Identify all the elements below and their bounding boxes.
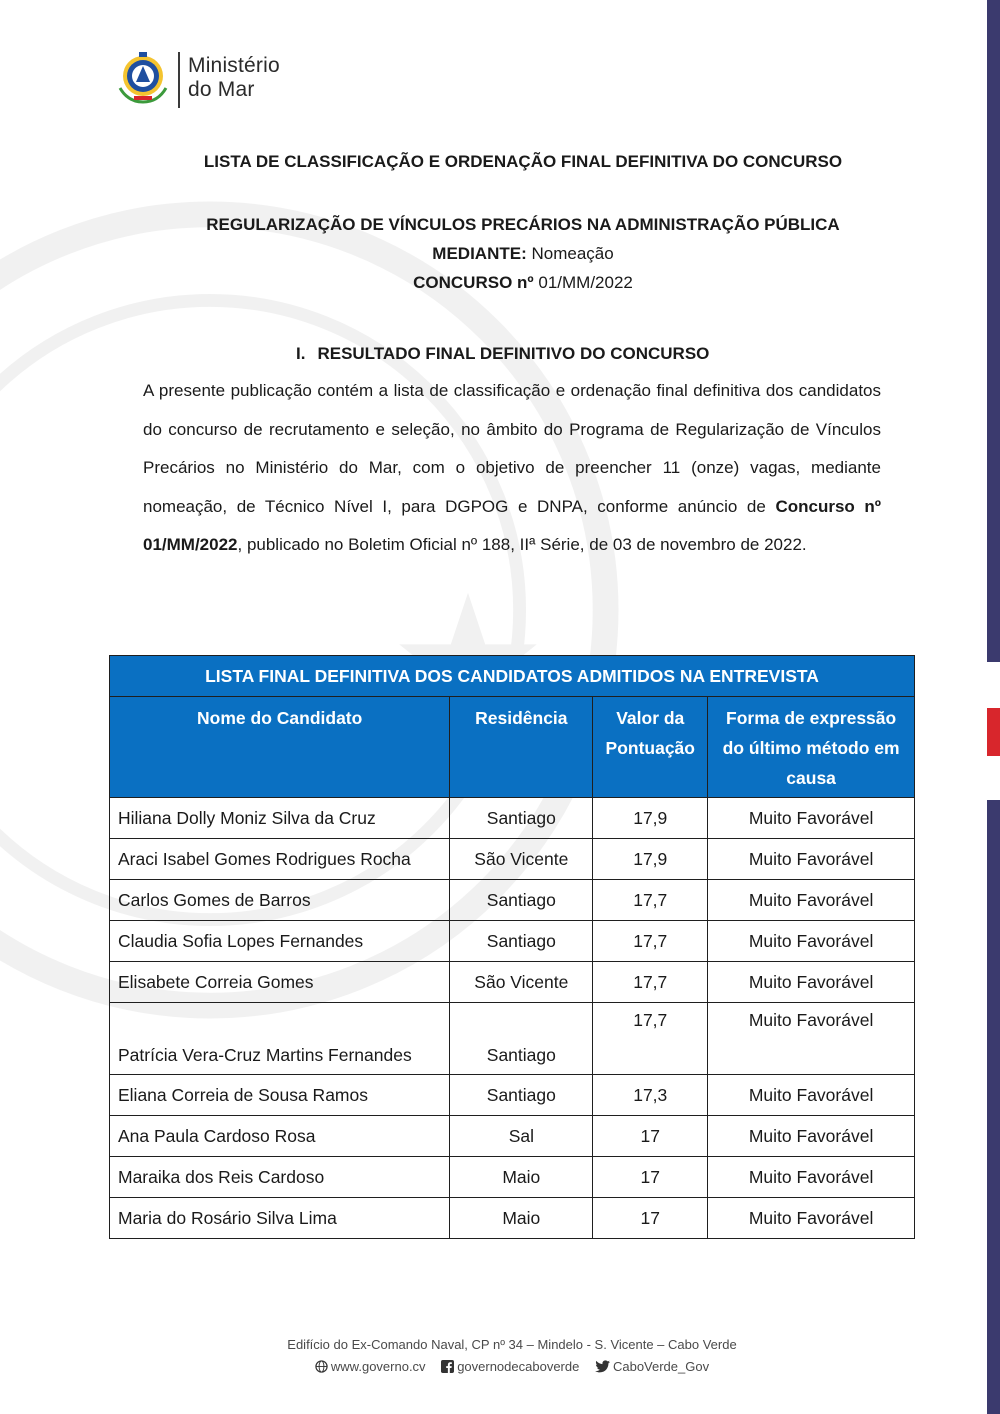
footer-twitter-text: CaboVerde_Gov bbox=[612, 1359, 710, 1374]
table-row bbox=[110, 1198, 915, 1239]
results-table bbox=[109, 655, 915, 1239]
footer-links bbox=[0, 1356, 1000, 1378]
table-row bbox=[110, 798, 915, 839]
mediante-line bbox=[0, 239, 1000, 268]
column-header-expression: Forma de expressão do último método em causa bbox=[708, 697, 915, 798]
candidate-residence: Santiago bbox=[450, 921, 593, 962]
footer-website-text: www.governo.cv bbox=[330, 1359, 426, 1374]
candidate-residence: Santiago bbox=[450, 1075, 593, 1116]
candidate-score: 17,7 bbox=[593, 962, 708, 1003]
paragraph-text-1: A presente publicação contém a lista de classificação e ordenação final definitiva dos candidatos do concurso de recrutamento e seleção, no âmbito do Programa de Regularização de Vínculos Precários no Ministério do Mar, com o objetivo de preencher 11 (onze) vagas, mediante nomeação, de Técnico Nível I, para DGPOG e DNPA, conforme anúncio de bbox=[143, 381, 881, 516]
candidate-residence: São Vicente bbox=[450, 839, 593, 880]
ministry-name bbox=[188, 54, 280, 102]
ministry-name-line1: Ministério bbox=[188, 54, 280, 77]
candidate-expression: Muito Favorável bbox=[708, 962, 915, 1003]
table-row bbox=[110, 1157, 915, 1198]
candidate-expression: Muito Favorável bbox=[708, 1075, 915, 1116]
candidate-score: 17,7 bbox=[593, 921, 708, 962]
footer-twitter[interactable] bbox=[595, 1359, 709, 1374]
candidate-score: 17,7 bbox=[593, 1003, 708, 1075]
candidate-residence: São Vicente bbox=[450, 962, 593, 1003]
candidate-expression: Muito Favorável bbox=[708, 921, 915, 962]
section-paragraph bbox=[143, 372, 881, 565]
coat-of-arms-icon bbox=[112, 50, 174, 108]
logo-divider bbox=[178, 52, 180, 108]
column-header-residence: Residência bbox=[450, 697, 593, 798]
table-row bbox=[110, 1116, 915, 1157]
candidate-expression: Muito Favorável bbox=[708, 798, 915, 839]
concurso-value: 01/MM/2022 bbox=[538, 273, 633, 292]
paragraph-text-2: , publicado no Boletim Oficial nº 188, IIª Série, de 03 de novembro de 2022. bbox=[237, 535, 807, 554]
ministry-name-line2: do Mar bbox=[188, 78, 255, 101]
document-title: LISTA DE CLASSIFICAÇÃO E ORDENAÇÃO FINAL DEFINITIVA DO CONCURSO bbox=[203, 152, 843, 171]
candidate-name: Elisabete Correia Gomes bbox=[110, 962, 450, 1003]
table-row bbox=[110, 839, 915, 880]
side-bar-accent bbox=[987, 708, 1000, 756]
section-title: RESULTADO FINAL DEFINITIVO DO CONCURSO bbox=[317, 344, 710, 363]
table-row bbox=[110, 880, 915, 921]
section-number: I. bbox=[296, 344, 306, 363]
table-row bbox=[110, 1003, 915, 1075]
candidate-name: Carlos Gomes de Barros bbox=[110, 880, 450, 921]
table-row bbox=[110, 962, 915, 1003]
candidate-expression: Muito Favorável bbox=[708, 1198, 915, 1239]
candidate-score: 17 bbox=[593, 1116, 708, 1157]
candidate-residence: Santiago bbox=[450, 1003, 593, 1075]
footer-address: Edifício do Ex-Comando Naval, CP nº 34 – Mindelo - S. Vicente – Cabo Verde bbox=[287, 1337, 737, 1352]
table-row bbox=[110, 921, 915, 962]
candidate-name: Araci Isabel Gomes Rodrigues Rocha bbox=[110, 839, 450, 880]
concurso-label: CONCURSO nº bbox=[413, 273, 534, 292]
globe-icon bbox=[315, 1360, 328, 1373]
column-header-score: Valor da Pontuação bbox=[593, 697, 708, 798]
footer-facebook[interactable] bbox=[441, 1359, 583, 1374]
document-subtitle-block bbox=[0, 210, 1000, 297]
candidate-residence: Maio bbox=[450, 1157, 593, 1198]
candidate-residence: Santiago bbox=[450, 880, 593, 921]
candidate-residence: Santiago bbox=[450, 798, 593, 839]
footer-website[interactable] bbox=[315, 1359, 429, 1374]
candidate-residence: Maio bbox=[450, 1198, 593, 1239]
mediante-label: MEDIANTE: bbox=[432, 244, 527, 263]
candidate-expression: Muito Favorável bbox=[708, 1157, 915, 1198]
candidate-name: Hiliana Dolly Moniz Silva da Cruz bbox=[110, 798, 450, 839]
mediante-value: Nomeação bbox=[531, 244, 614, 263]
candidate-expression: Muito Favorável bbox=[708, 880, 915, 921]
candidate-score: 17 bbox=[593, 1198, 708, 1239]
candidate-score: 17,7 bbox=[593, 880, 708, 921]
facebook-icon bbox=[441, 1360, 454, 1373]
candidate-score: 17,9 bbox=[593, 839, 708, 880]
candidate-name: Maria do Rosário Silva Lima bbox=[110, 1198, 450, 1239]
candidate-expression: Muito Favorável bbox=[708, 839, 915, 880]
candidate-residence: Sal bbox=[450, 1116, 593, 1157]
candidate-name: Ana Paula Cardoso Rosa bbox=[110, 1116, 450, 1157]
candidate-name: Eliana Correia de Sousa Ramos bbox=[110, 1075, 450, 1116]
section-heading bbox=[296, 344, 709, 364]
side-bar-top bbox=[987, 0, 1000, 662]
twitter-icon bbox=[595, 1360, 610, 1373]
footer-facebook-text: governodecaboverde bbox=[457, 1359, 580, 1374]
candidate-name: Maraika dos Reis Cardoso bbox=[110, 1157, 450, 1198]
candidate-name: Claudia Sofia Lopes Fernandes bbox=[110, 921, 450, 962]
concurso-line bbox=[0, 268, 1000, 297]
candidate-expression: Muito Favorável bbox=[708, 1003, 915, 1075]
side-bar-bottom bbox=[987, 800, 1000, 1414]
candidate-name: Patrícia Vera-Cruz Martins Fernandes bbox=[110, 1003, 450, 1075]
candidate-score: 17,3 bbox=[593, 1075, 708, 1116]
program-title: REGULARIZAÇÃO DE VÍNCULOS PRECÁRIOS NA ADMINISTRAÇÃO PÚBLICA bbox=[206, 215, 840, 234]
candidate-expression: Muito Favorável bbox=[708, 1116, 915, 1157]
table-row bbox=[110, 1075, 915, 1116]
page-footer bbox=[0, 1334, 1000, 1378]
candidate-score: 17,9 bbox=[593, 798, 708, 839]
candidate-score: 17 bbox=[593, 1157, 708, 1198]
column-header-name: Nome do Candidato bbox=[110, 697, 450, 798]
table-caption: LISTA FINAL DEFINITIVA DOS CANDIDATOS ADMITIDOS NA ENTREVISTA bbox=[110, 656, 915, 697]
paragraph-bold-reference: Concurso nº 01/MM/2022 bbox=[143, 496, 881, 554]
